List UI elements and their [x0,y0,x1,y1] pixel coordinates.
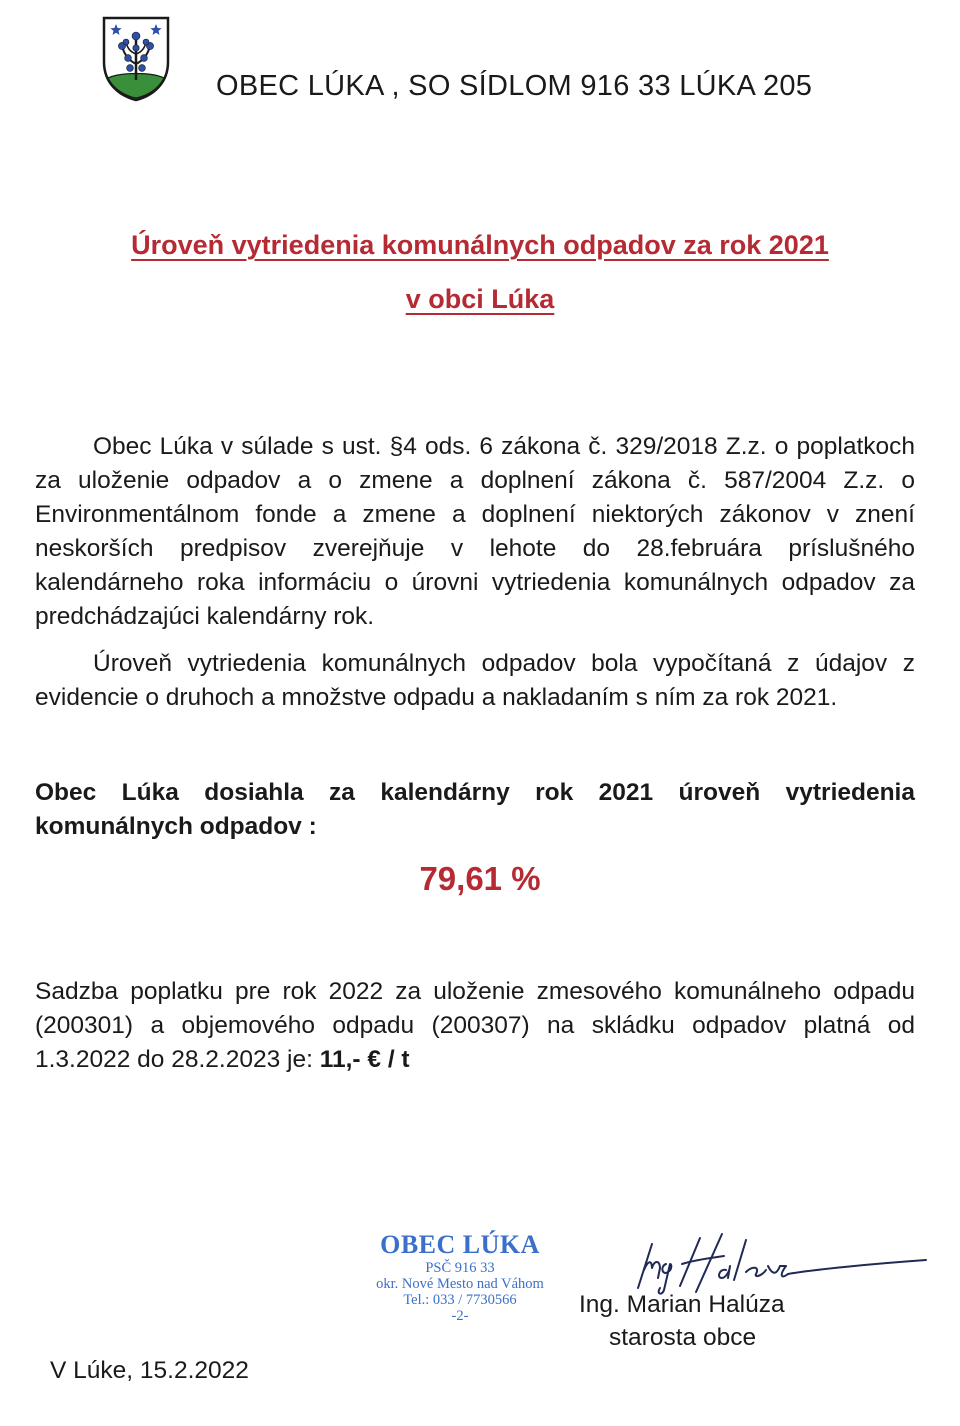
stamp-district: okr. Nové Mesto nad Váhom [376,1276,544,1292]
fee-paragraph [35,975,915,1077]
header-title: OBEC LÚKA , SO SÍDLOM 916 33 LÚKA 205 [216,70,813,102]
fee-text: Sadzba poplatku pre rok 2022 za uloženie zmesového komunálneho odpadu (200301) a objemového odpadu (200307) na skládku odpadov platná od 1.3.2022 do 28.2.2023 je: [35,978,915,1073]
signer-name: Ing. Marian Halúza [579,1291,785,1318]
stamp-psc: PSČ 916 33 [425,1260,495,1276]
fee-value: 11,- € / t [319,1046,410,1073]
coat-of-arms-icon [100,14,172,102]
document-title-line2: v obci Lúka [405,284,555,314]
method-paragraph [35,647,915,715]
place-and-date: V Lúke, 15.2.2022 [50,1357,249,1384]
intro-paragraph-text: Obec Lúka v súlade s ust. §4 ods. 6 zákona č. 329/2018 Z.z. o poplatkoch za uloženie odpadov a o zmene a doplnení zákona č. 587/2004 Z.z. o Environmentálnom fonde a zmene a doplnení niektorých zákonov v znení neskorších predpisov zverejňuje v lehote do 28.februára príslušného kalendárneho roka informáciu o úrovni vytriedenia komunálnych odpadov za predchádzajúci kalendárny rok. [35,433,915,630]
document-title-line1: Úroveň vytriedenia komunálnych odpadov za rok 2021 [131,230,829,260]
official-stamp [340,1230,580,1324]
stamp-phone: Tel.: 033 / 7730566 [403,1292,517,1308]
signer-role: starosta obce [609,1324,757,1351]
method-paragraph-text: Úroveň vytriedenia komunálnych odpadov bola vypočítaná z údajov z evidencie o druhoch a množstve odpadu a nakladaním s ním za rok 2021. [35,650,915,711]
result-statement: Obec Lúka dosiahla za kalendárny rok 2021 úroveň vytriedenia komunálnych odpadov : [35,779,915,840]
result-value: 79,61 % [419,860,541,897]
stamp-name: OBEC LÚKA [380,1230,540,1259]
stamp-number: -2- [451,1308,469,1324]
intro-paragraph [35,430,915,634]
signature-icon [630,1230,930,1300]
